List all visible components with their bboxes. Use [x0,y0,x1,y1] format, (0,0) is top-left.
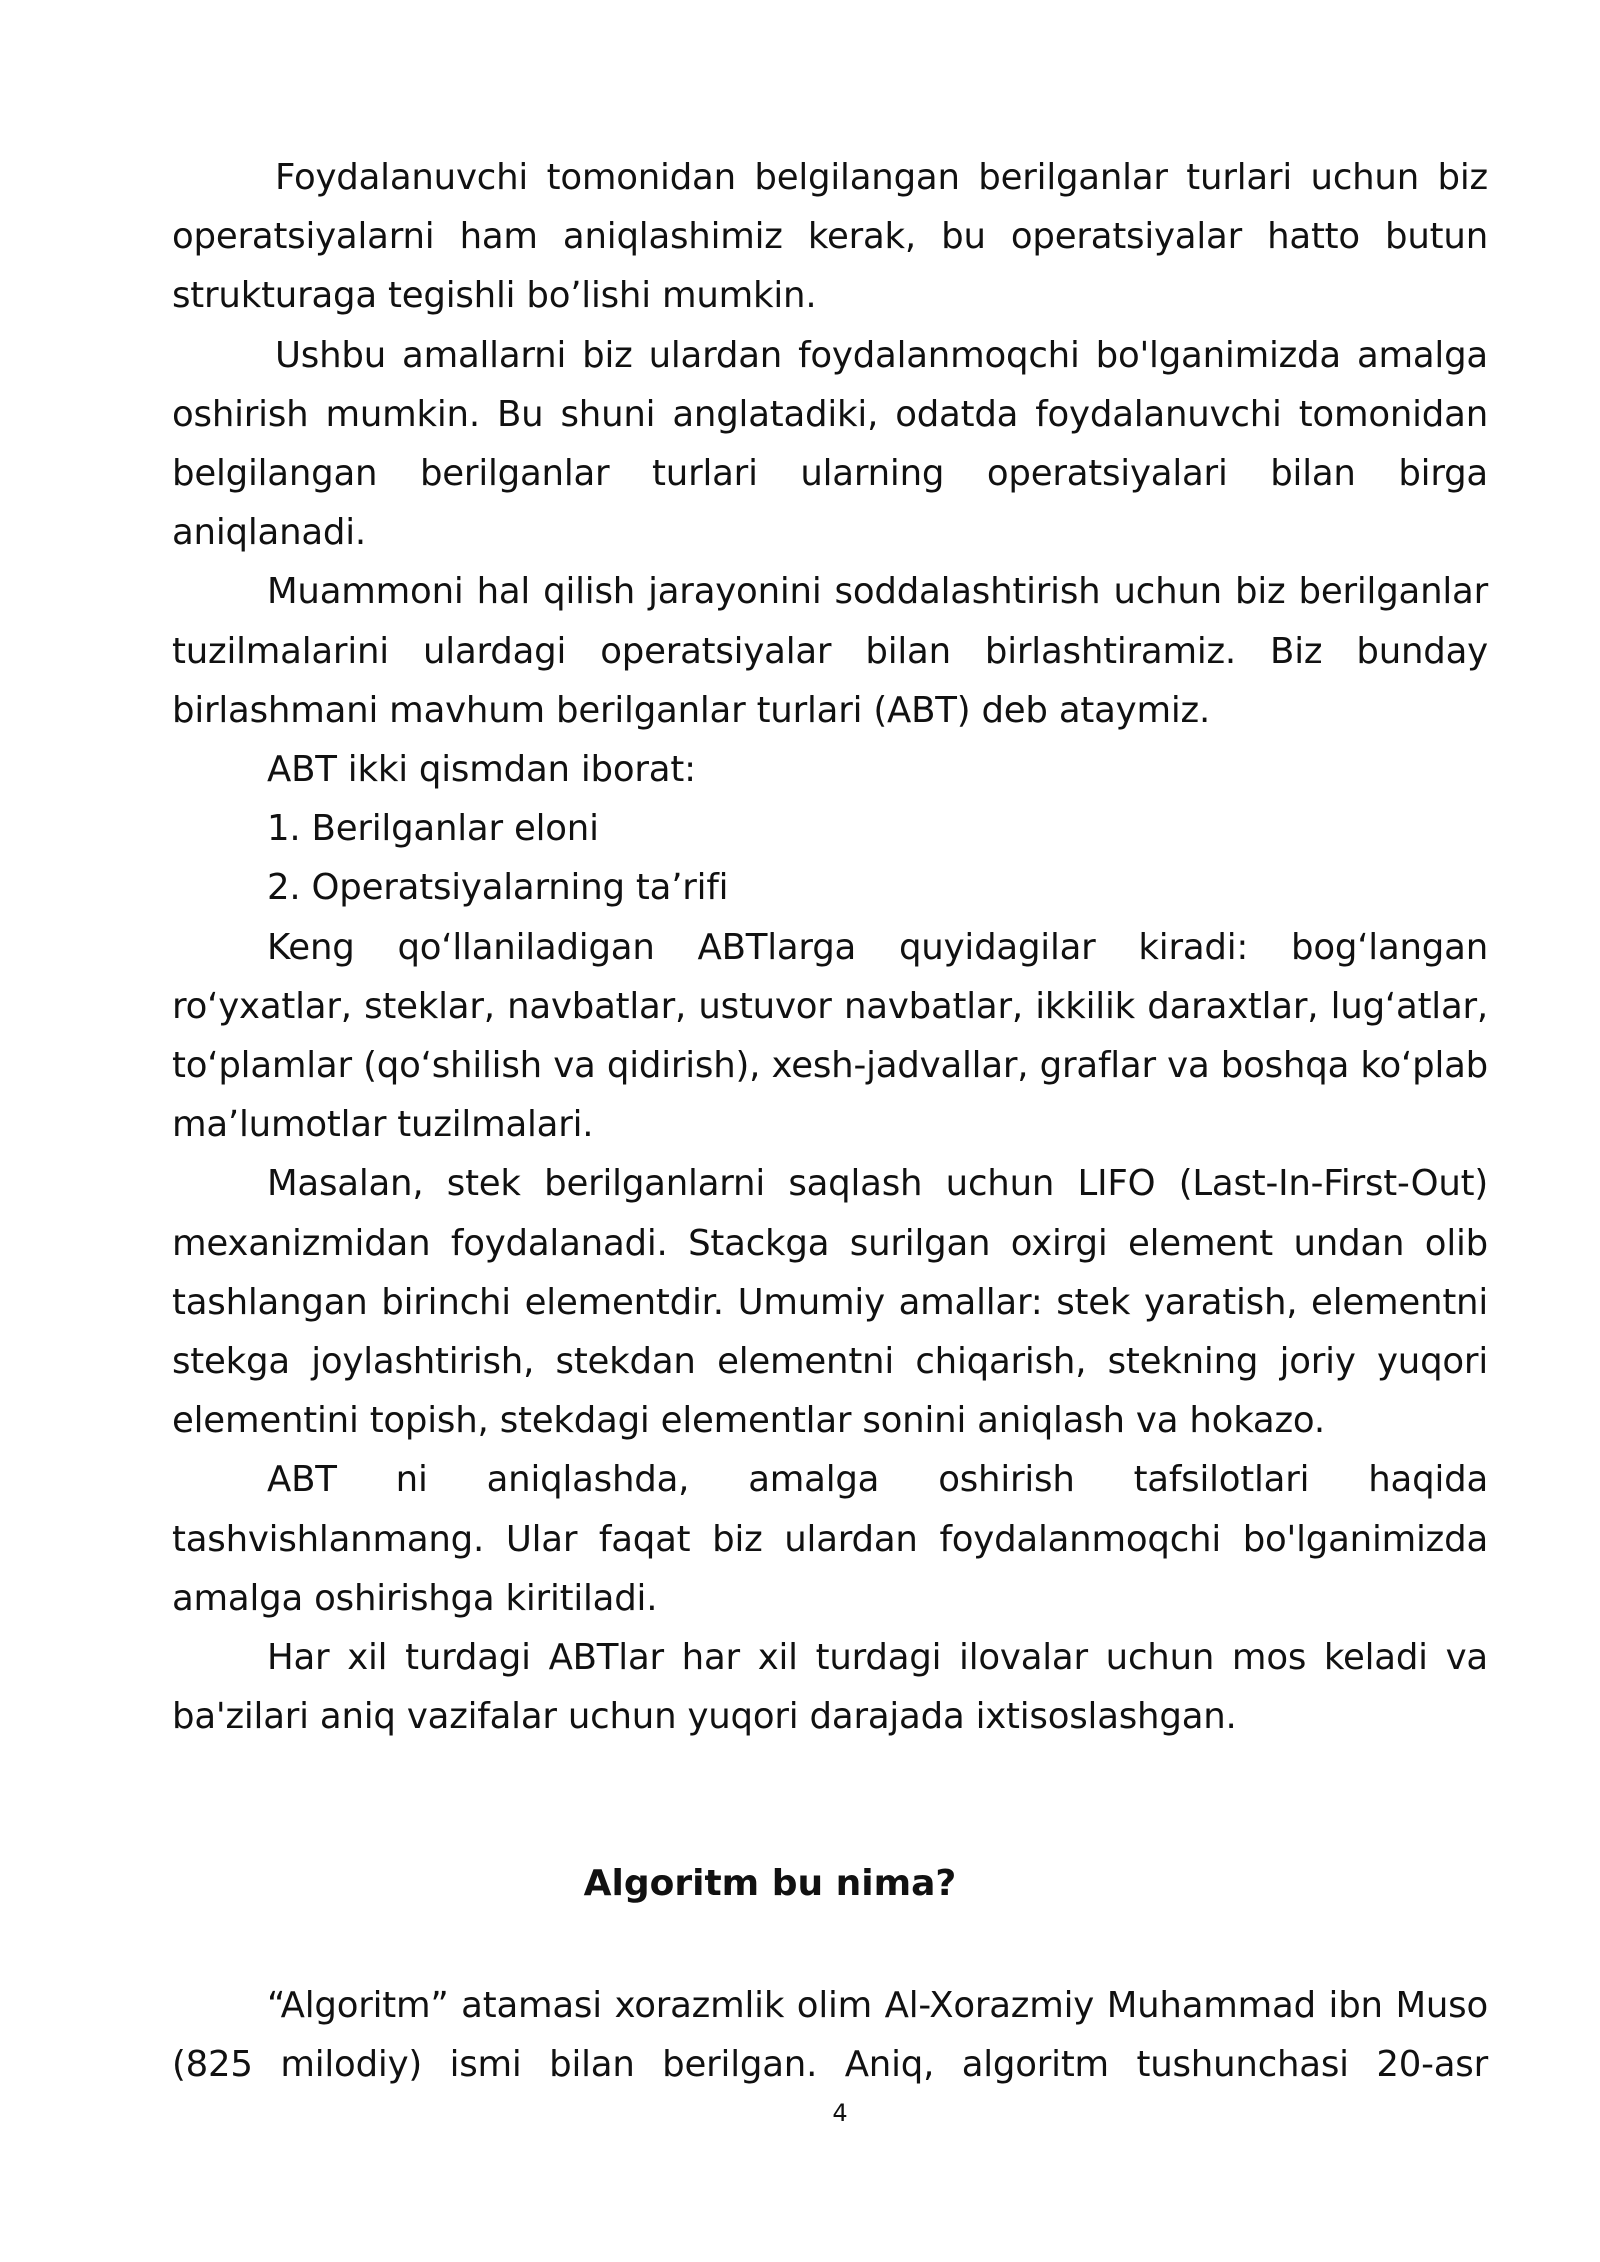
page-number: 4 [832,2099,848,2127]
list-intro: ABT ikki qismdan iborat: [267,749,696,791]
paragraph-stack-example: Masalan, stek berilganlarni saqlash uchun LIFO (Last-In-First-Out) mexanizmidan foydalanadi. Stackga surilgan oxirgi element undan olib tashlangan birinchi elementdir. Umumiy amallar: stek yaratish, elementni stekga joylashtirish, stekdan elementni chiqarish, stekning joriy yuqori elementini topish, stekdagi elementlar sonini aniqlash va hokazo. [172,1163,1488,1442]
paragraph-abt-applications: Har xil turdagi ABTlar har xil turdagi ilovalar uchun mos keladi va ba'zilari aniq vazifalar uchun yuqori darajada ixtisoslashgan. [172,1637,1488,1738]
paragraph-abt-definition: Muammoni hal qilish jarayonini soddalashtirish uchun biz berilganlar tuzilmalarini ulardagi operatsiyalar bilan birlashtiramiz. Biz bunday birlashmani mavhum berilganlar turlari (ABT) deb ataymiz. [172,571,1488,731]
paragraph-user-defined-operations: Foydalanuvchi tomonidan belgilangan berilganlar turlari uchun biz operatsiyalarni ham aniqlashimiz kerak, bu operatsiyalar hatto butun strukturaga tegishli bo’lishi mumkin. [172,157,1488,317]
paragraph-operations-implementation: Ushbu amallarni biz ulardan foydalanmoqchi bo'lganimizda amalga oshirish mumkin. Bu shuni anglatadiki, odatda foydalanuvchi tomonidan belgilangan berilganlar turlari ularning operatsiyalari bilan birga aniqlanadi. [172,334,1488,554]
paragraph-abt-implementation: ABT ni aniqlashda, amalga oshirish tafsilotlari haqida tashvishlanmang. Ular faqat biz ulardan foydalanmoqchi bo'lganimizda amalga oshirishga kiritiladi. [172,1459,1488,1619]
list-item-1: 1. Berilganlar eloni [267,808,599,850]
section-heading: Algoritm bu nima? [583,1863,957,1904]
list-item-2: 2. Operatsiyalarning ta’rifi [267,867,729,909]
paragraph-common-abts: Keng qoʻllaniladigan ABTlarga quyidagilar kiradi: bogʻlangan roʻyxatlar, steklar, navbatlar, ustuvor navbatlar, ikkilik daraxtlar, lugʻatlar, toʻplamlar (qoʻshilish va qidirish), xesh-jadvallar, graflar va boshqa koʻplab maʼlumotlar tuzilmalari. [172,926,1488,1146]
page-body [172,148,1488,2086]
paragraph-algorithm-origin: “Algoritm” atamasi xorazmlik olim Al-Xorazmiy Muhammad ibn Muso (825 milodiy) ismi bilan berilgan. Aniq, algoritm tushunchasi 20-asr [172,1985,1488,2086]
section-body [172,1976,1488,2094]
